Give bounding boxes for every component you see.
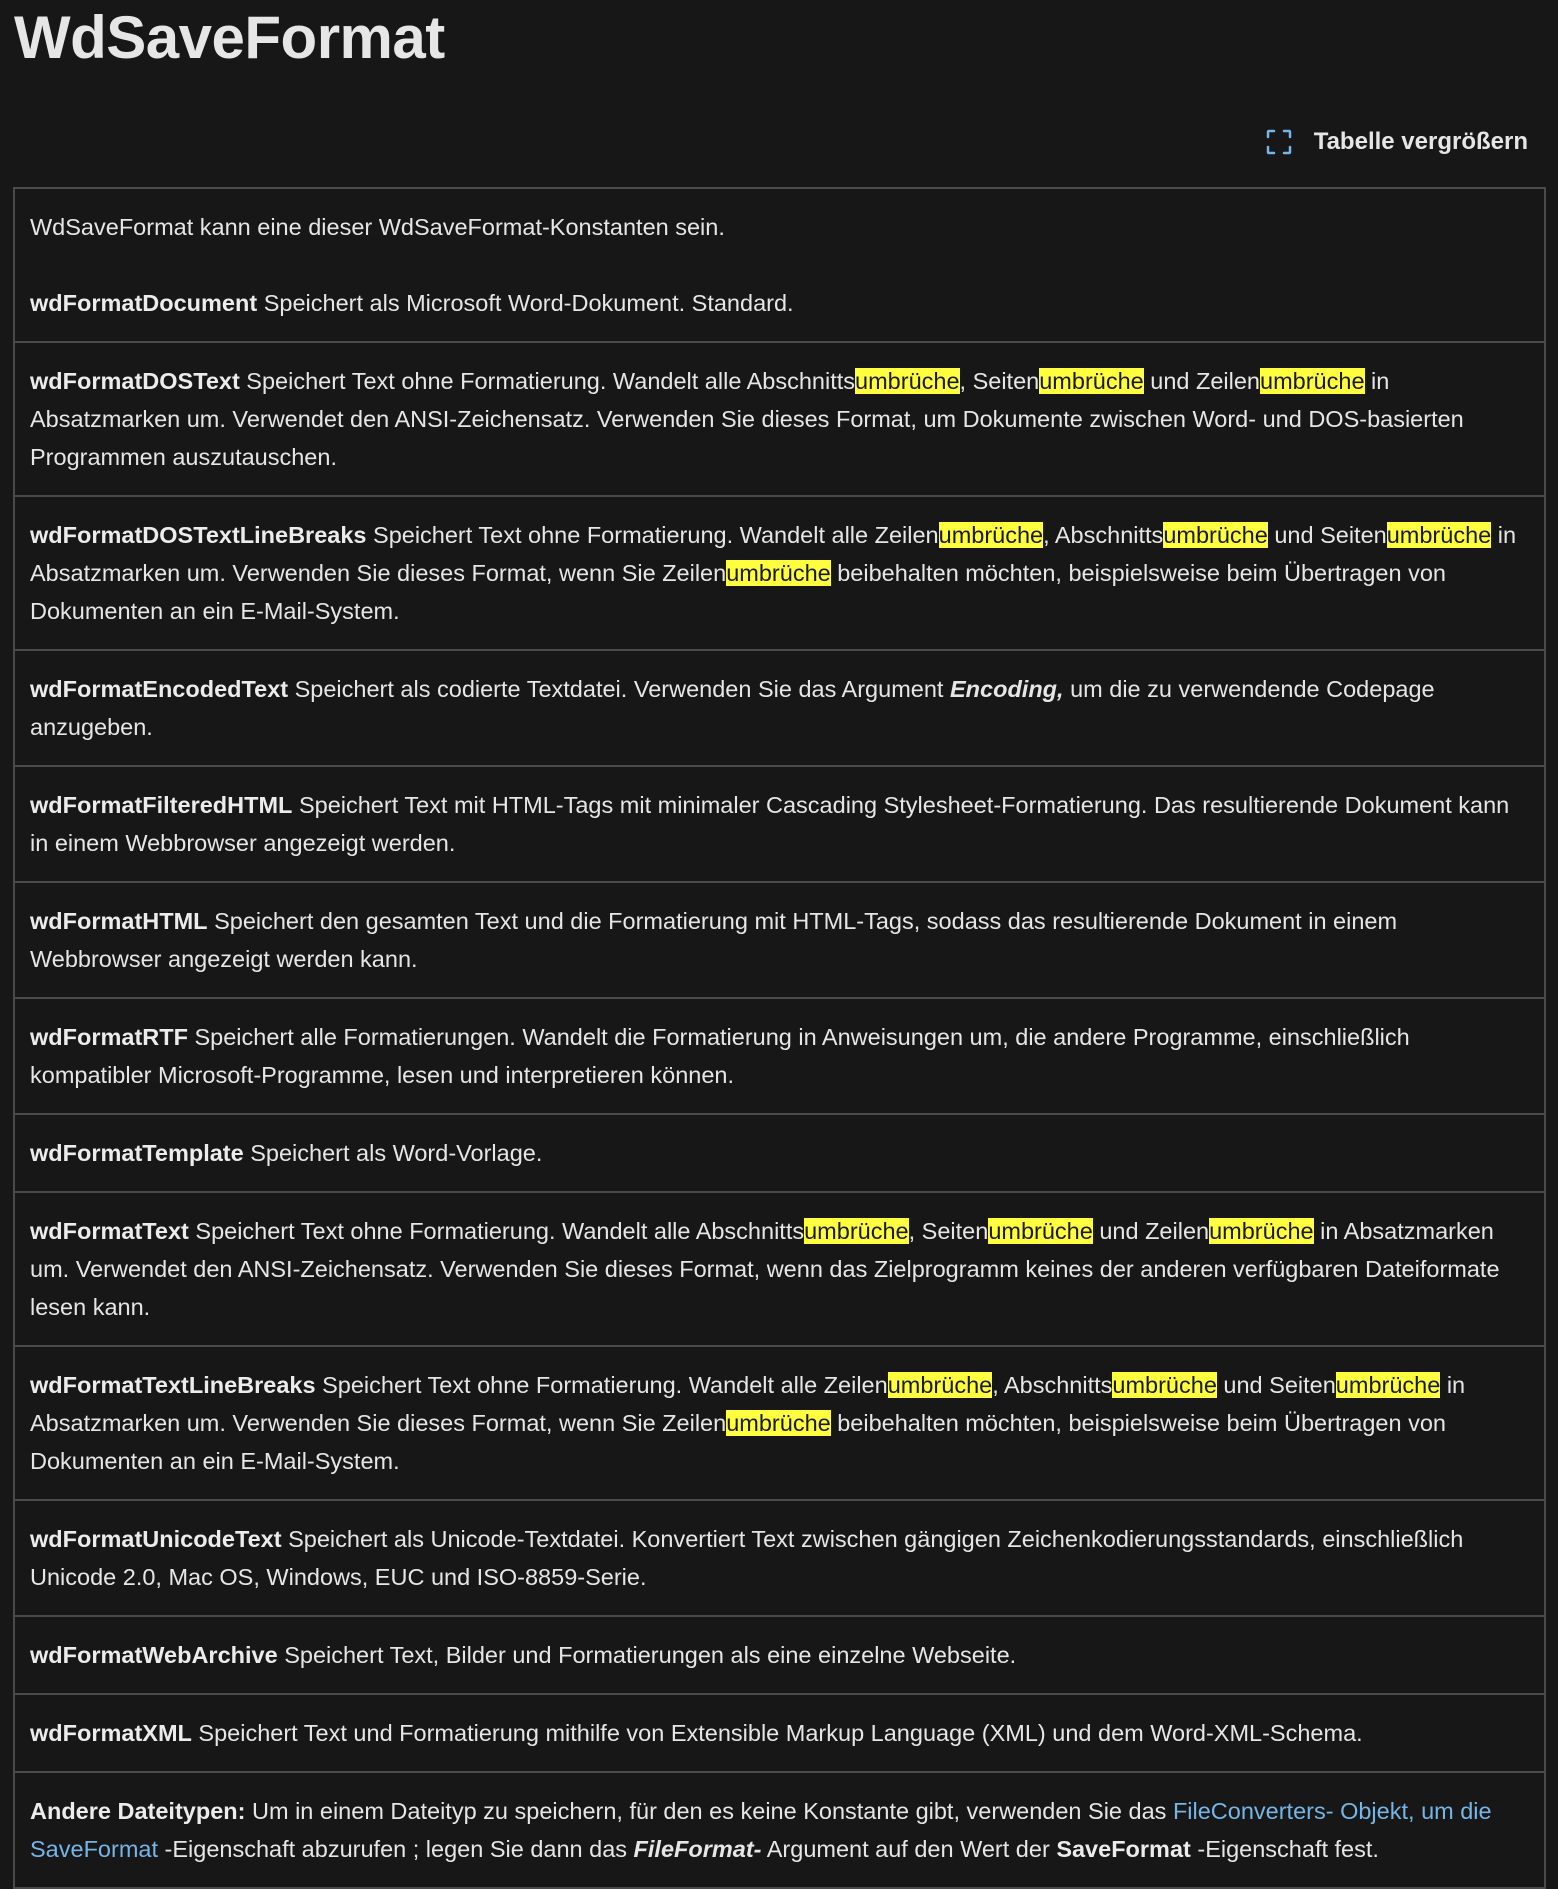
description-text: und Seiten [1267,522,1387,548]
description-text: -Eigenschaft fest. [1190,1836,1379,1862]
description-text: Speichert Text ohne Formatierung. Wandelt alle Zeilen [366,522,939,548]
constant-name: Andere Dateitypen: [30,1798,246,1824]
table-row [15,881,1544,997]
search-highlight: umbrüche [988,1218,1093,1244]
description-text: in Absatzmarken um. Verwenden Sie dieses Format, wenn Sie Zeilen [30,522,1517,586]
table-row [15,1771,1544,1887]
table-row [15,1499,1544,1615]
argument-name: FileFormat- [633,1836,762,1862]
search-highlight: umbrüche [1335,1372,1441,1398]
description-text: und Zeilen [1092,1218,1210,1244]
constant-name: wdFormatText [30,1218,189,1244]
constant-name: wdFormatHTML [30,908,208,934]
search-highlight: umbrüche [726,560,831,586]
description-text: Speichert als Microsoft Word-Dokument. Standard. [257,290,794,316]
search-highlight: umbrüche [1039,368,1144,394]
description-text: Speichert Text und Formatierung mithilfe von Extensible Markup Language (XML) und dem Word-XML-Schema. [191,1720,1363,1746]
search-highlight: umbrüche [726,1410,831,1436]
description-text: Speichert Text mit HTML-Tags mit minimaler Cascading Stylesheet-Formatierung. Das resultierende Dokument kann in einem Webbrowser angezeigt werden. [30,792,1510,856]
description-text: Speichert Text ohne Formatierung. Wandelt alle Abschnitts [188,1218,805,1244]
search-highlight: umbrüche [804,1218,909,1244]
constant-name: wdFormatFilteredHTML [30,792,293,818]
description-text: in Absatzmarken um. Verwendet den ANSI-Zeichensatz. Verwenden Sie dieses Format, wenn das Zielprogramm keines der anderen verfügbaren Dateiformate lesen kann. [30,1218,1500,1320]
table-rows [15,265,1544,1887]
fileconverters-link[interactable]: FileConverters- Objekt, um die SaveFormat [30,1798,1492,1862]
page-title: WdSaveFormat [14,4,445,71]
constant-name: wdFormatEncodedText [30,676,289,702]
table-row [15,1345,1544,1499]
constant-name: wdFormatTextLineBreaks [30,1372,316,1398]
description-text: beibehalten möchten, beispielsweise beim Übertragen von Dokumenten an ein E-Mail-System. [30,560,1446,624]
description-text: , Abschnitts [1043,522,1164,548]
table-row [15,1191,1544,1345]
description-text: Speichert den gesamten Text und die Formatierung mit HTML-Tags, sodass das resultierende Dokument in einem Webbrowser angezeigt werden kann. [30,908,1398,972]
expand-table-button[interactable] [1266,128,1528,156]
description-text: Speichert als Unicode-Textdatei. Konvertiert Text zwischen gängigen Zeichenkodierungsstandards, einschließlich Unicode 2.0, Mac OS, Windows, EUC und ISO-8859-Serie. [30,1526,1464,1590]
description-text: beibehalten möchten, beispielsweise beim Übertragen von Dokumenten an ein E-Mail-System. [30,1410,1446,1474]
table-row [15,765,1544,881]
table-row [15,1693,1544,1771]
intro-text: WdSaveFormat kann eine dieser WdSaveFormat-Konstanten sein. [30,214,725,240]
search-highlight: umbrüche [1112,1372,1217,1398]
description-text: in Absatzmarken um. Verwenden Sie dieses Format, wenn Sie Zeilen [30,1372,1466,1436]
table-row [15,997,1544,1113]
constant-name: wdFormatDOSTextLineBreaks [30,522,367,548]
argument-name: Encoding, [949,676,1064,702]
expand-table-label: Tabelle vergrößern [1313,128,1528,155]
description-text: , Seiten [959,368,1040,394]
table-row [15,649,1544,765]
constant-name: wdFormatUnicodeText [30,1526,282,1552]
constant-name: wdFormatRTF [30,1024,188,1050]
description-text: Speichert als Word-Vorlage. [243,1140,543,1166]
description-text: Speichert als codierte Textdatei. Verwenden Sie das Argument [288,676,950,702]
constants-table [13,187,1546,1889]
description-text: Argument auf den Wert der [761,1836,1057,1862]
table-row [15,1615,1544,1693]
table-row [15,341,1544,495]
search-highlight: umbrüche [855,368,960,394]
constant-name: wdFormatTemplate [30,1140,244,1166]
property-name: SaveFormat [1056,1836,1191,1862]
search-highlight: umbrüche [1209,1218,1314,1244]
description-text: -Eigenschaft abzurufen ; legen Sie dann das [158,1836,634,1862]
constant-name: wdFormatWebArchive [30,1642,278,1668]
constant-name: wdFormatDocument [30,290,258,316]
description-text: und Zeilen [1143,368,1261,394]
description-text: , Abschnitts [992,1372,1113,1398]
description-text: um die zu verwendende Codepage anzugeben. [30,676,1435,740]
expand-icon [1266,129,1292,155]
search-highlight: umbrüche [887,1372,993,1398]
description-text: Speichert Text, Bilder und Formatierungen als eine einzelne Webseite. [277,1642,1017,1668]
table-row [15,495,1544,649]
description-text: , Seiten [908,1218,989,1244]
search-highlight: umbrüche [938,522,1044,548]
search-highlight: umbrüche [1386,522,1492,548]
description-text: Um in einem Dateityp zu speichern, für den es keine Konstante gibt, verwenden Sie das [245,1798,1173,1824]
description-text: und Seiten [1216,1372,1336,1398]
description-text: Speichert Text ohne Formatierung. Wandelt alle Zeilen [315,1372,888,1398]
description-text: Speichert Text ohne Formatierung. Wandelt alle Abschnitts [239,368,856,394]
search-highlight: umbrüche [1260,368,1365,394]
constant-name: wdFormatDOSText [30,368,240,394]
table-row [15,265,1544,341]
table-intro-row [15,189,1544,265]
constant-name: wdFormatXML [30,1720,192,1746]
description-text: in Absatzmarken um. Verwendet den ANSI-Zeichensatz. Verwenden Sie dieses Format, um Dokumente zwischen Word- und DOS-basierten Programmen auszutauschen. [30,368,1464,470]
search-highlight: umbrüche [1163,522,1268,548]
description-text: Speichert alle Formatierungen. Wandelt die Formatierung in Anweisungen um, die andere Programme, einschließlich kompatibler Microsoft-Programme, lesen und interpretieren können. [30,1024,1410,1088]
table-row [15,1113,1544,1191]
